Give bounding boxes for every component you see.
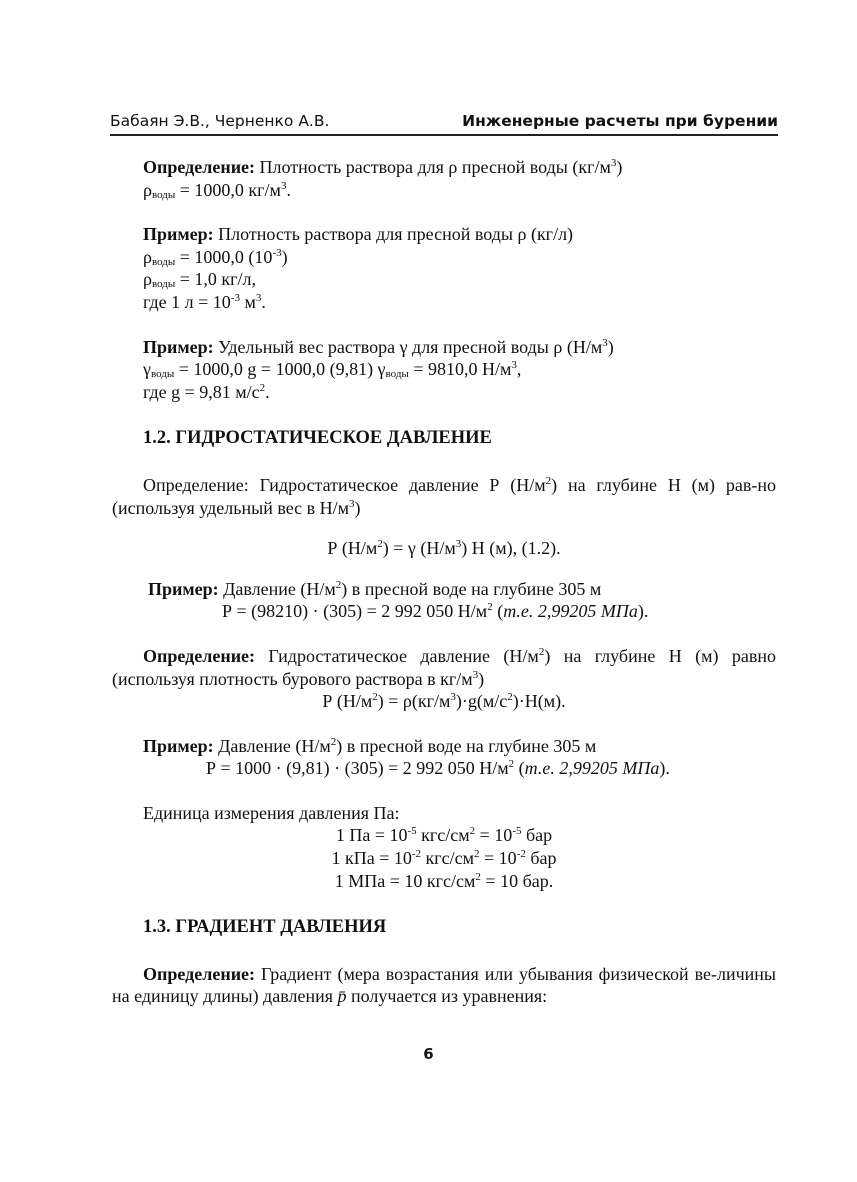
specific-weight-line-2: $\gamma_{воды} = 1000,0$ g = 1000,0 (9,81) $\gamma_{воды} = 9810,0$ $Н/м^3$, [143,359,522,381]
example-pressure-1: Пример: Давление $(Н/м^2)$ в пресной воде на глубине 305 м [148,578,602,599]
example-density-line-4: где 1 $л = 10^{-3}$ $м^3$. [143,291,266,312]
water-density-value: $\rho_{воды} = 1000,0$ $кг/м^3$. [143,179,291,201]
header-authors: Бабаян Э.В., Черненко А.В. [110,112,330,130]
page-content [112,156,776,1008]
formula-1-2: Р $(Н/м^2) = \gamma$ $(Н/м^3)$ Н (м), (1.2). [327,538,561,559]
example-pressure-2: Пример: Давление $(Н/м^2)$ в пресной воде на глубине 305 м [143,735,597,756]
definition-water-density: Определение: Плотность раствора для ρ пресной воды $(кг/м^3)$ [143,157,623,177]
definition-pressure-by-density: Определение: Гидростатическое давление $(Н/м^2)$ на глубине Н (м) равно (используя плотность бурового раствора в $кг/м^3$) [112,645,776,689]
example-density-line-3: $\rho_{воды} = 1,0$ кг/л, [143,269,257,291]
unit-pa: 1 Па = $10^{-5}$ кгс/$см^2 = 10^{-5}$ бар [335,825,553,846]
definition-hydrostatic-pressure: Определение: Гидростатическое давление Р $(Н/м^2)$ на глубине Н (м) рав-но (используя удельный вес в $Н/м^3$) [112,474,776,518]
example-specific-weight: Пример: Удельный вес раствора γ для пресной воды ρ $(Н/м^3)$ [143,336,614,357]
page-number: 6 [423,1045,434,1063]
header-book-title: Инженерные расчеты при бурении [462,112,778,130]
example-pressure-1-calc: Р = (98210) · (305) = 2 992 050 $Н/м^2$ (т.е. 2,99205 МПа). [222,601,649,622]
section-heading-1-2: 1.2. ГИДРОСТАТИЧЕСКОЕ ДАВЛЕНИЕ [143,428,492,449]
unit-mpa: 1 МПа = 10 кгс/$см^2 = 10$ бар. [334,870,554,891]
running-header [110,112,778,136]
example-pressure-2-calc: Р = 1000 · (9,81) · (305) = 2 992 050 $Н/м^2$ (т.е. 2,99205 МПа). [206,758,670,779]
example-density-kg-per-l: Пример: Плотность раствора для пресной воды ρ (кг/л) [143,224,574,245]
section-heading-1-3: 1.3. ГРАДИЕНТ ДАВЛЕНИЯ [143,917,387,938]
formula-pressure-density: Р $(Н/м^2) = \rho(кг/м^3)\cdot g(м/с^2)\cdot Н(м)$. [322,691,566,712]
unit-kpa: 1 кПа = $10^{-2}$ кгс/$см^2 = 10^{-2}$ бар [331,848,557,869]
pressure-units-intro: Единица измерения давления Па: [143,802,400,823]
specific-weight-line-3: где g = 9,81 $м/с^2$. [143,381,270,402]
definition-pressure-gradient: Определение: Градиент (мера возрастания или убывания физической ве-личины на единицу длины) давления p̄ получается из уравнения: [112,963,776,1007]
example-density-line-2: $\rho_{воды} = 1000,0$ $(10^{-3})$ [143,246,288,268]
